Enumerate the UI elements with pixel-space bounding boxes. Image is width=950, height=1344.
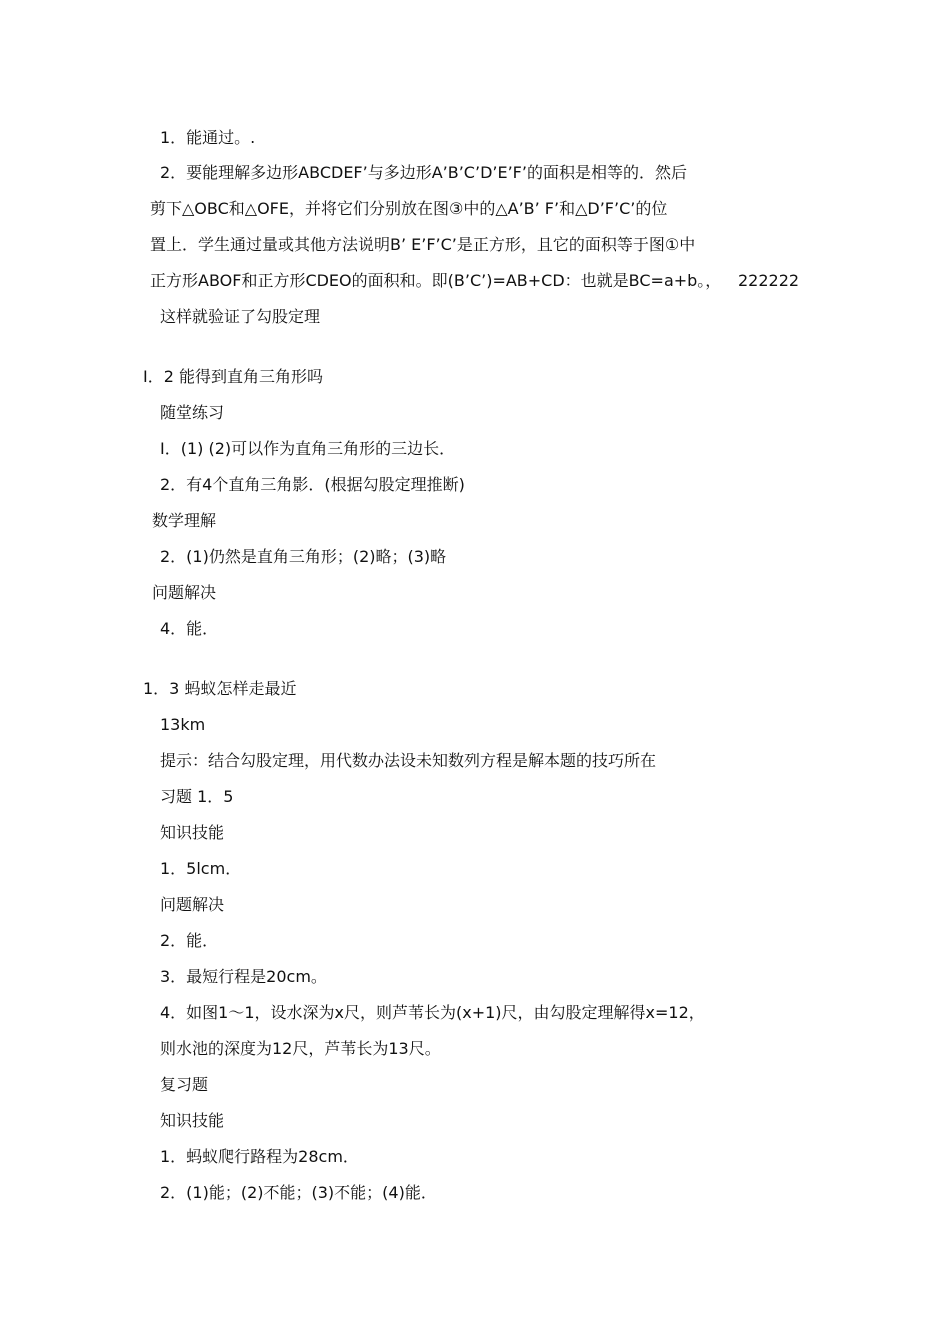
answer-1-1: 1．能通过。. (160, 128, 256, 147)
superscript-digits: 222222 (738, 271, 800, 290)
exercise-answer-1: 1．5lcm． (160, 859, 242, 878)
section-heading-1-2: I．2 能得到直角三角形吗 (143, 367, 323, 386)
exercise-answer-2: 2．能． (160, 931, 219, 950)
review-answer-1: 1．蚂蚁爬行路程为28cm． (160, 1147, 359, 1166)
exercise-answer-4-line2: 则水池的深度为12尺，芦苇长为13尺。 (160, 1039, 441, 1058)
subheading-practice: 随堂练习 (160, 403, 225, 422)
subheading-math-understanding: 数学理解 (152, 511, 217, 530)
hint-text: 提示：结合勾股定理，用代数办法设未知数列方程是解本题的技巧所在 (160, 751, 657, 770)
answer-1-2-line5: 这样就验证了勾股定理 (160, 307, 321, 326)
answer-1-2-line1: 2．要能理解多边形ABCDEF’与多边形A’B’C’D’E’F’的面积是相等的．然后 (160, 163, 687, 182)
subheading-knowledge-skills-2: 知识技能 (160, 1111, 225, 1130)
subheading-knowledge-skills: 知识技能 (160, 823, 225, 842)
practice-answer-2: 2．有4个直角三角影．(根据勾股定理推断) (160, 475, 465, 494)
section-heading-1-3: 1．3 蚂蚁怎样走最近 (143, 679, 297, 698)
practice-answer-1: I．(1) (2)可以作为直角三角形的三边长． (160, 439, 456, 458)
understanding-answer-2: 2．(1)仍然是直角三角形；(2)略；(3)略 (160, 547, 447, 566)
answer-1-2-line4: 正方形ABOF和正方形CDEO的面积和。即(B’C’)=AB+CD：也就是BC=a+b。， (150, 271, 722, 290)
subheading-problem-solving: 问题解决 (152, 583, 217, 602)
review-answer-2: 2．(1)能；(2)不能；(3)不能；(4)能． (160, 1183, 437, 1202)
answer-1-2-line2: 剪下△OBC和△OFE，并将它们分别放在图③中的△A’B’ F’和△D’F’C’的位 (150, 199, 668, 218)
answer-1-2-line3: 置上．学生通过量或其他方法说明B’ E’F’C’是正方形，且它的面积等于图①中 (150, 235, 696, 254)
exercise-answer-3: 3．最短行程是20cm。 (160, 967, 327, 986)
exercise-heading-1-5: 习题 1．5 (160, 787, 234, 806)
subheading-review: 复习题 (160, 1075, 209, 1094)
problem-answer-4: 4．能． (160, 619, 219, 638)
answer-13km: 13km (160, 715, 206, 734)
subheading-problem-solving-2: 问题解决 (160, 895, 225, 914)
exercise-answer-4-line1: 4．如图1～1，设水深为x尺，则芦苇长为(x+1)尺，由勾股定理解得x=12， (160, 1003, 705, 1022)
